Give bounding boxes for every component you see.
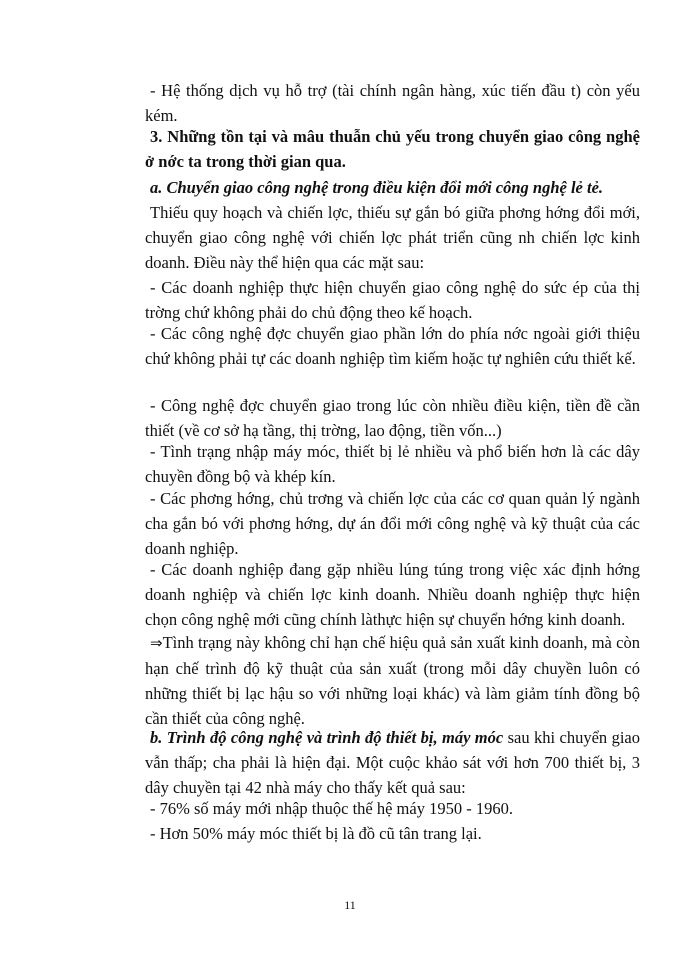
consequence-text: Tình trạng này không chỉ hạn chế hiệu quả sản xuất kinh doanh, mà còn hạn chế trình độ kỹ thuật của sản xuất (trong mỗi dây chuyền luôn có những thiết bị lạc hậu so với những loại khác) và làm giảm tính đồng bộ cần thiết của công nghệ.: [145, 633, 640, 728]
subheading-b: b. Trình độ công nghệ và trình độ thiết bị, máy móc: [150, 728, 504, 747]
paragraph-support-services: - Hệ thống dịch vụ hỗ trợ (tài chính ngân hàng, xúc tiến đầu t) còn yếu kém.: [145, 81, 640, 125]
paragraph-technology-level: [145, 725, 640, 800]
section-heading-3: 3. Những tồn tại và mâu thuẫn chủ yếu trong chuyển giao công nghệ ở nớc ta trong thời gian qua.: [145, 127, 640, 171]
paragraph-consequence: [145, 630, 640, 731]
technology-level-text: sau khi chuyển giao vẫn thấp; cha phải là hiện đại. Một cuộc khảo sát với hơn 700 thiết bị, 3 dây chuyền tại 42 nhà máy cho thấy kết quả sau:: [145, 728, 641, 797]
paragraph-statistic-76: - 76% số máy mới nhập thuộc thế hệ máy 1950 - 1960.: [150, 799, 513, 818]
implies-arrow-icon: ⇒: [150, 634, 163, 652]
paragraph-prerequisites: - Công nghệ đợc chuyển giao trong lúc còn nhiều điều kiện, tiền đề cần thiết (về cơ sở hạ tầng, thị trờng, lao động, tiền vốn...): [145, 396, 640, 440]
subheading-a: a. Chuyển giao công nghệ trong điều kiện đổi mới công nghệ lẻ tẻ.: [150, 178, 604, 197]
page-number: 11: [344, 898, 356, 912]
paragraph-agency-directions: - Các phơng hớng, chủ trơng và chiến lợc của các cơ quan quản lý ngành cha gắn bó với phơng hớng, dự án đổi mới công nghệ và kỹ thuật của các doanh nghiệp.: [145, 489, 640, 558]
paragraph-business-confusion: - Các doanh nghiệp đang gặp nhiều lúng túng trong việc xác định hớng doanh nghiệp và chiến lợc kinh doanh. Nhiều doanh nghiệp thực hiện chọn công nghệ mới cũng chính làthực hiện sự chuyển hớng kinh doanh.: [145, 560, 640, 629]
paragraph-statistic-50: - Hơn 50% máy móc thiết bị là đồ cũ tân trang lại.: [150, 824, 482, 843]
paragraph-lack-planning: Thiếu quy hoạch và chiến lợc, thiếu sự gắn bó giữa phơng hớng đổi mới, chuyển giao công nghệ với chiến lợc phát triển cũng nh chiến lợc kinh doanh. Điều này thể hiện qua các mặt sau:: [145, 203, 640, 272]
paragraph-foreign-introduction: - Các công nghệ đợc chuyển giao phần lớn do phía nớc ngoài giới thiệu chứ không phải tự các doanh nghiệp tìm kiếm hoặc tự nghiên cứu thiết kế.: [145, 324, 640, 368]
paragraph-equipment-import: - Tình trạng nhập máy móc, thiết bị lẻ nhiều và phổ biến hơn là các dây chuyền đồng bộ và khép kín.: [145, 442, 640, 486]
paragraph-market-pressure: - Các doanh nghiệp thực hiện chuyển giao công nghệ do sức ép của thị trờng chứ không phải do chủ động theo kế hoạch.: [145, 278, 640, 322]
